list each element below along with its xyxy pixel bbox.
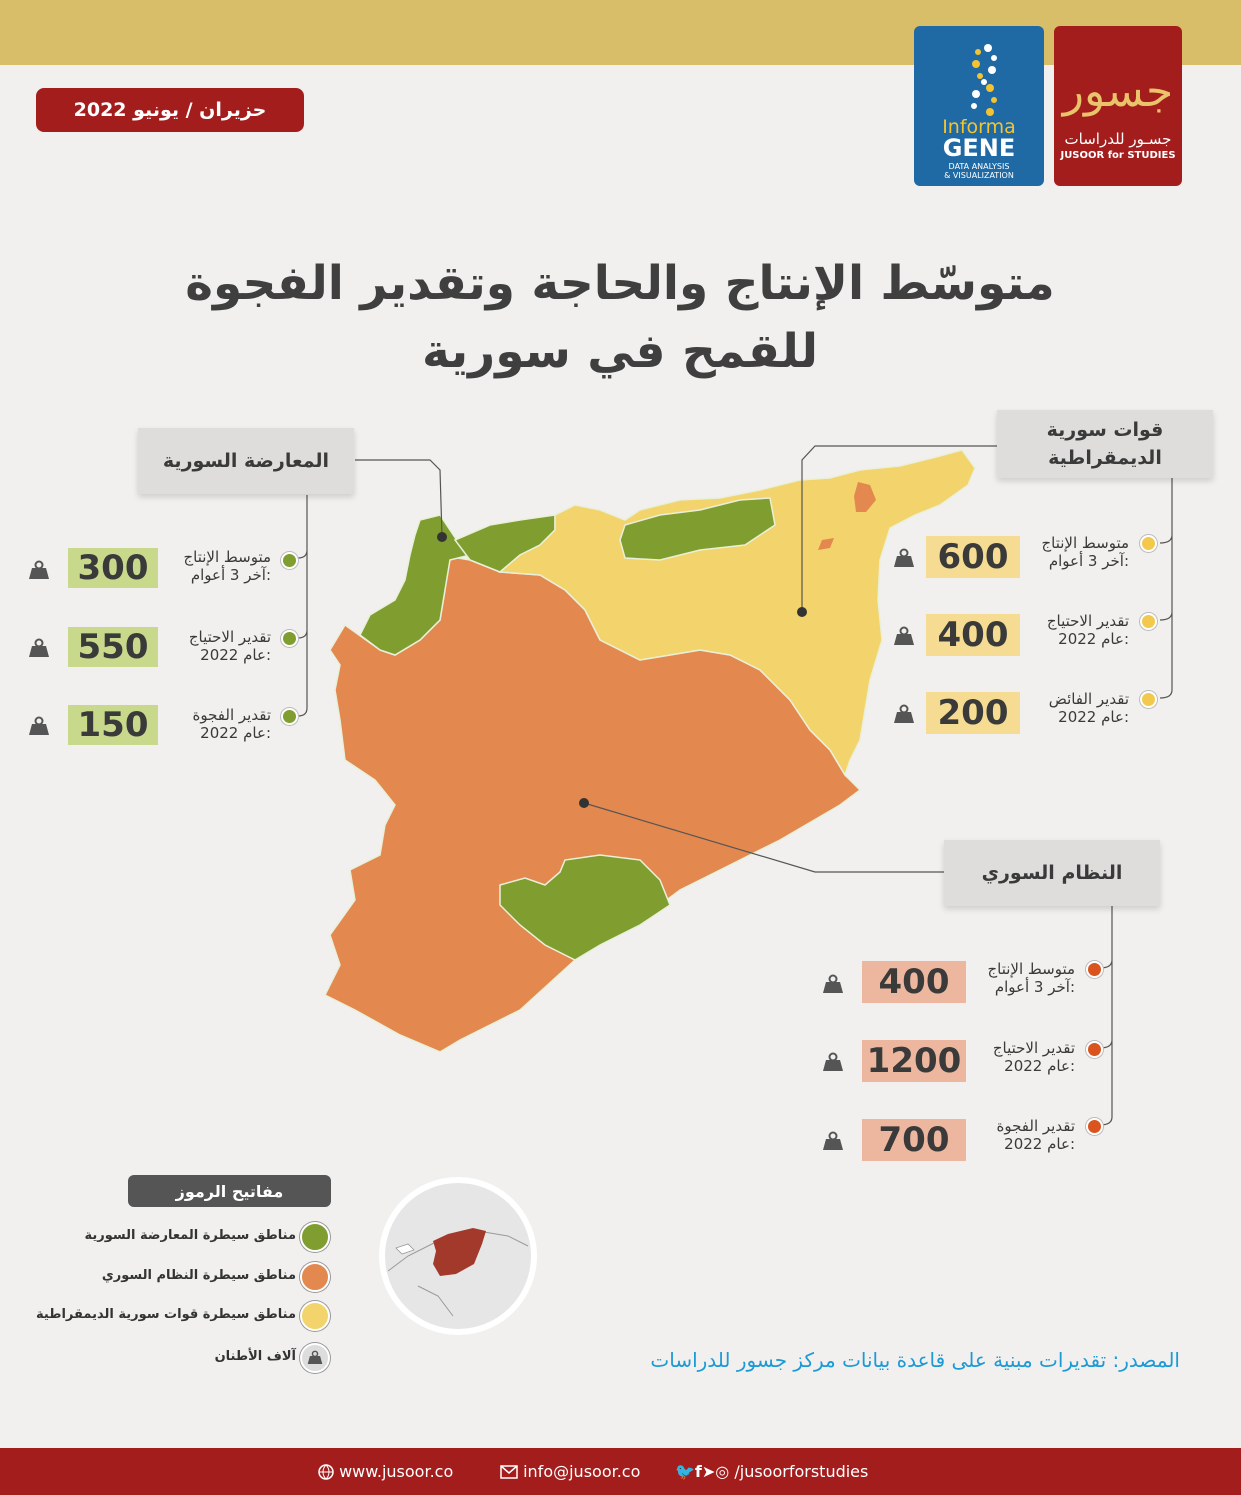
stat-label: تقدير الفجوة عام 2022: bbox=[996, 1117, 1075, 1153]
mail-icon bbox=[500, 1465, 518, 1479]
stat-label: تقدير الاحتياج عام 2022: bbox=[188, 628, 271, 664]
weight-icon bbox=[822, 1131, 844, 1151]
opposition-stat-dot bbox=[281, 630, 298, 647]
stat-value: 700 bbox=[862, 1119, 966, 1161]
stat-value: 400 bbox=[862, 961, 966, 1003]
twitter-icon: 🐦 bbox=[675, 1462, 695, 1481]
logo-gene-line2: GENE bbox=[942, 134, 1016, 162]
regime-stat-dot bbox=[1086, 1041, 1103, 1058]
title-line-1: متوسّط الإنتاج والحاجة وتقدير الفجوة bbox=[185, 256, 1055, 311]
date-badge: حزيران / يونيو 2022 bbox=[36, 88, 304, 132]
legend-swatch-opposition bbox=[300, 1222, 330, 1252]
weight-icon bbox=[28, 716, 50, 736]
sdf-stat-dot bbox=[1140, 691, 1157, 708]
footer-email[interactable] bbox=[500, 1462, 640, 1481]
stat-value: 400 bbox=[926, 614, 1020, 656]
sdf-stat-bracket bbox=[1160, 478, 1172, 698]
logo-gene-line3: DATA ANALYSIS & VISUALIZATION bbox=[944, 162, 1014, 180]
stat-value: 600 bbox=[926, 536, 1020, 578]
stat-value: 1200 bbox=[862, 1040, 966, 1082]
legend-label: مناطق سيطرة قوات سورية الديمقراطية bbox=[36, 1307, 296, 1322]
legend-label: مناطق سيطرة النظام السوري bbox=[101, 1268, 296, 1283]
legend-swatch-regime bbox=[300, 1262, 330, 1292]
footer-social-text: /jusoorforstudies bbox=[734, 1462, 869, 1481]
weight-icon bbox=[822, 1052, 844, 1072]
sdf-zone-label: قوات سورية الديمقراطية bbox=[997, 410, 1213, 478]
regime-zone-label: النظام السوري bbox=[944, 840, 1160, 906]
footer-email-text: info@jusoor.co bbox=[523, 1462, 641, 1481]
opposition-stat-dot bbox=[281, 708, 298, 725]
regime-stat-dot bbox=[1086, 961, 1103, 978]
legend-title: مفاتيح الرموز bbox=[128, 1175, 331, 1207]
stat-value: 550 bbox=[68, 627, 158, 667]
regime-leader-dot bbox=[579, 798, 589, 808]
legend-swatch-sdf bbox=[300, 1301, 330, 1331]
stat-label: تقدير الاحتياج عام 2022: bbox=[992, 1039, 1075, 1075]
regime-stat-bracket bbox=[1100, 905, 1112, 1125]
source-note: المصدر: تقديرات مبنية على قاعدة بيانات مركز جسور للدراسات bbox=[650, 1348, 1180, 1372]
stat-value: 150 bbox=[68, 705, 158, 745]
footer-social[interactable] bbox=[675, 1462, 868, 1481]
sdf-leader-dot bbox=[797, 607, 807, 617]
weight-icon bbox=[307, 1350, 323, 1365]
footer-website-text: www.jusoor.co bbox=[339, 1462, 454, 1481]
stat-label: تقدير الاحتياج عام 2022: bbox=[1046, 612, 1129, 648]
opposition-zone-label: المعارضة السورية bbox=[138, 428, 354, 494]
weight-icon bbox=[893, 626, 915, 646]
jusoor-calligraphy: جسور bbox=[1062, 66, 1174, 117]
weight-icon bbox=[893, 704, 915, 724]
weight-icon bbox=[893, 548, 915, 568]
jusoor-arabic-name: جسـور للدراسات bbox=[1064, 130, 1172, 148]
logo-gene-line1: Informa bbox=[942, 116, 1016, 138]
stat-value: 300 bbox=[68, 548, 158, 588]
weight-icon bbox=[822, 974, 844, 994]
opposition-leader-dot bbox=[437, 532, 447, 542]
stat-value: 200 bbox=[926, 692, 1020, 734]
regime-stat-dot bbox=[1086, 1118, 1103, 1135]
stat-label: تقدير الفجوة عام 2022: bbox=[192, 706, 271, 742]
stat-label: متوسط الإنتاج آخر 3 أعوام: bbox=[183, 548, 271, 584]
telegram-icon: ➤ bbox=[701, 1462, 716, 1481]
legend-label: آلاف الأطنان bbox=[214, 1349, 296, 1364]
opposition-stat-dot bbox=[281, 552, 298, 569]
stat-label: متوسط الإنتاج آخر 3 أعوام: bbox=[1041, 534, 1129, 570]
sdf-stat-dot bbox=[1140, 535, 1157, 552]
globe-icon bbox=[318, 1464, 334, 1480]
title-line-2: للقمح في سورية bbox=[422, 324, 818, 379]
stat-label: تقدير الفائض عام 2022: bbox=[1048, 690, 1129, 726]
stat-label: متوسط الإنتاج آخر 3 أعوام: bbox=[987, 960, 1075, 996]
sdf-stat-dot bbox=[1140, 613, 1157, 630]
locator-map bbox=[378, 1176, 538, 1336]
footer-website[interactable] bbox=[318, 1462, 453, 1481]
weight-icon bbox=[28, 638, 50, 658]
opposition-stat-bracket bbox=[298, 495, 307, 716]
facebook-icon: f bbox=[694, 1462, 702, 1481]
weight-icon bbox=[28, 560, 50, 580]
footer-bar bbox=[0, 1448, 1241, 1495]
legend-label: مناطق سيطرة المعارضة السورية bbox=[84, 1228, 296, 1243]
jusoor-english-name: JUSOOR for STUDIES bbox=[1060, 150, 1176, 161]
instagram-icon: ◎ bbox=[715, 1462, 730, 1481]
